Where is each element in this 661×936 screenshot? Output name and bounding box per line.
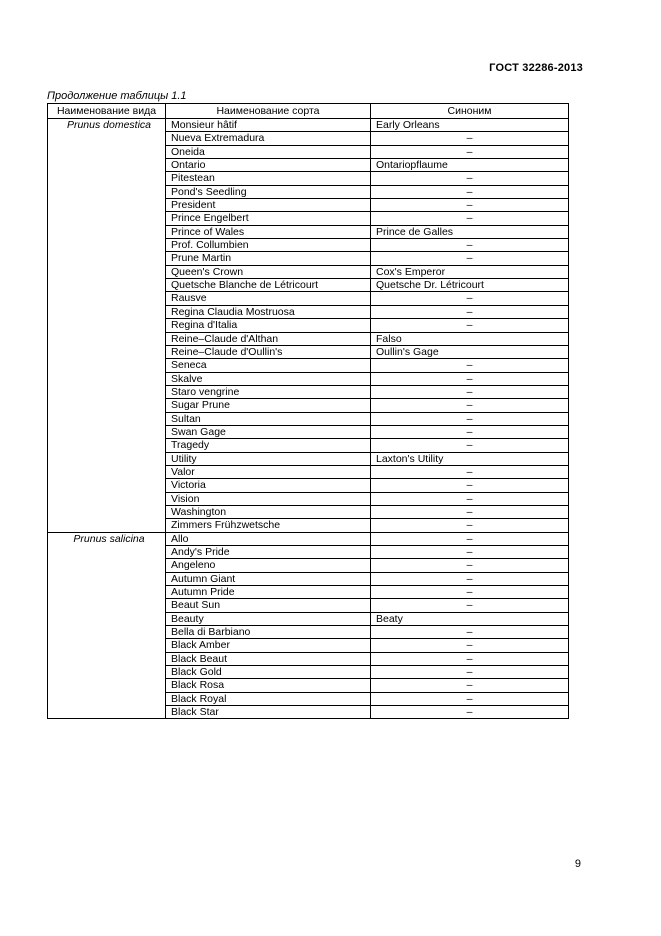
variety-name: Autumn Giant bbox=[166, 572, 371, 585]
variety-name: Swan Gage bbox=[166, 425, 371, 438]
variety-name: President bbox=[166, 199, 371, 212]
synonym: – bbox=[371, 399, 569, 412]
synonym: – bbox=[371, 519, 569, 532]
table-header-row bbox=[48, 104, 569, 119]
variety-name: Sugar Prune bbox=[166, 399, 371, 412]
synonym: Prince de Galles bbox=[371, 225, 569, 238]
variety-name: Rausve bbox=[166, 292, 371, 305]
variety-name: Black Amber bbox=[166, 639, 371, 652]
synonym: – bbox=[371, 199, 569, 212]
variety-name: Prune Martin bbox=[166, 252, 371, 265]
variety-name: Ontario bbox=[166, 159, 371, 172]
page-number: 9 bbox=[574, 858, 581, 870]
synonym: – bbox=[371, 692, 569, 705]
variety-name: Tragedy bbox=[166, 439, 371, 452]
column-header-variety: Наименование сорта bbox=[166, 104, 371, 119]
variety-name: Autumn Pride bbox=[166, 586, 371, 599]
synonym: – bbox=[371, 439, 569, 452]
variety-name: Reine–Claude d'Althan bbox=[166, 332, 371, 345]
variety-name: Queen's Crown bbox=[166, 265, 371, 278]
variety-name: Beauty bbox=[166, 612, 371, 625]
synonym: Cox's Emperor bbox=[371, 265, 569, 278]
variety-name: Bella di Barbiano bbox=[166, 626, 371, 639]
synonym: Beaty bbox=[371, 612, 569, 625]
variety-name: Victoria bbox=[166, 479, 371, 492]
synonym: Early Orleans bbox=[371, 119, 569, 132]
synonym: – bbox=[371, 292, 569, 305]
document-code: ГОСТ 32286-2013 bbox=[489, 62, 583, 74]
variety-name: Prince of Wales bbox=[166, 225, 371, 238]
synonym: – bbox=[371, 359, 569, 372]
variety-name: Prince Engelbert bbox=[166, 212, 371, 225]
variety-name: Washington bbox=[166, 505, 371, 518]
variety-name: Sultan bbox=[166, 412, 371, 425]
variety-name: Utility bbox=[166, 452, 371, 465]
variety-name: Allo bbox=[166, 532, 371, 545]
variety-name: Valor bbox=[166, 465, 371, 478]
synonym: – bbox=[371, 652, 569, 665]
variety-name: Regina d'Italia bbox=[166, 319, 371, 332]
variety-name: Quetsche Blanche de Létricourt bbox=[166, 279, 371, 292]
synonym: – bbox=[371, 492, 569, 505]
variety-name: Pond's Seedling bbox=[166, 185, 371, 198]
variety-name: Andy's Pride bbox=[166, 546, 371, 559]
synonym: Oullin's Gage bbox=[371, 345, 569, 358]
synonym: – bbox=[371, 185, 569, 198]
variety-name: Beaut Sun bbox=[166, 599, 371, 612]
variety-name: Black Rosa bbox=[166, 679, 371, 692]
synonym: Quetsche Dr. Létricourt bbox=[371, 279, 569, 292]
table-caption: Продолжение таблицы 1.1 bbox=[47, 90, 187, 102]
synonym: – bbox=[371, 706, 569, 719]
synonym: – bbox=[371, 639, 569, 652]
synonym: – bbox=[371, 599, 569, 612]
synonym: – bbox=[371, 505, 569, 518]
variety-name: Oneida bbox=[166, 145, 371, 158]
synonym: Laxton's Utility bbox=[371, 452, 569, 465]
synonym: – bbox=[371, 666, 569, 679]
synonym: – bbox=[371, 319, 569, 332]
variety-name: Regina Claudia Mostruosa bbox=[166, 305, 371, 318]
varieties-table bbox=[47, 103, 569, 719]
synonym: – bbox=[371, 546, 569, 559]
synonym: – bbox=[371, 132, 569, 145]
variety-name: Black Gold bbox=[166, 666, 371, 679]
synonym: – bbox=[371, 239, 569, 252]
table-row bbox=[48, 119, 569, 132]
synonym: – bbox=[371, 586, 569, 599]
species-name: Prunus salicina bbox=[48, 532, 166, 719]
variety-name: Angeleno bbox=[166, 559, 371, 572]
synonym: – bbox=[371, 305, 569, 318]
variety-name: Pitestean bbox=[166, 172, 371, 185]
synonym: – bbox=[371, 372, 569, 385]
table-body bbox=[48, 119, 569, 719]
variety-name: Vision bbox=[166, 492, 371, 505]
variety-name: Reine–Claude d'Oullin's bbox=[166, 345, 371, 358]
table-row bbox=[48, 532, 569, 545]
synonym: – bbox=[371, 479, 569, 492]
variety-name: Black Beaut bbox=[166, 652, 371, 665]
variety-name: Nueva Extremadura bbox=[166, 132, 371, 145]
synonym: – bbox=[371, 412, 569, 425]
synonym: – bbox=[371, 145, 569, 158]
variety-name: Prof. Collumbien bbox=[166, 239, 371, 252]
synonym: – bbox=[371, 465, 569, 478]
synonym: – bbox=[371, 679, 569, 692]
column-header-synonym: Синоним bbox=[371, 104, 569, 119]
variety-name: Skalve bbox=[166, 372, 371, 385]
variety-name: Zimmers Frühzwetsche bbox=[166, 519, 371, 532]
synonym: – bbox=[371, 252, 569, 265]
variety-name: Seneca bbox=[166, 359, 371, 372]
synonym: Ontariopflaume bbox=[371, 159, 569, 172]
variety-name: Black Royal bbox=[166, 692, 371, 705]
variety-name: Black Star bbox=[166, 706, 371, 719]
synonym: – bbox=[371, 572, 569, 585]
synonym: – bbox=[371, 559, 569, 572]
synonym: – bbox=[371, 212, 569, 225]
species-name: Prunus domestica bbox=[48, 119, 166, 533]
synonym: – bbox=[371, 425, 569, 438]
variety-name: Monsieur hâtif bbox=[166, 119, 371, 132]
synonym: – bbox=[371, 626, 569, 639]
column-header-species: Наименование вида bbox=[48, 104, 166, 119]
synonym: – bbox=[371, 172, 569, 185]
synonym: – bbox=[371, 385, 569, 398]
variety-name: Staro vengrine bbox=[166, 385, 371, 398]
synonym: Falso bbox=[371, 332, 569, 345]
synonym: – bbox=[371, 532, 569, 545]
